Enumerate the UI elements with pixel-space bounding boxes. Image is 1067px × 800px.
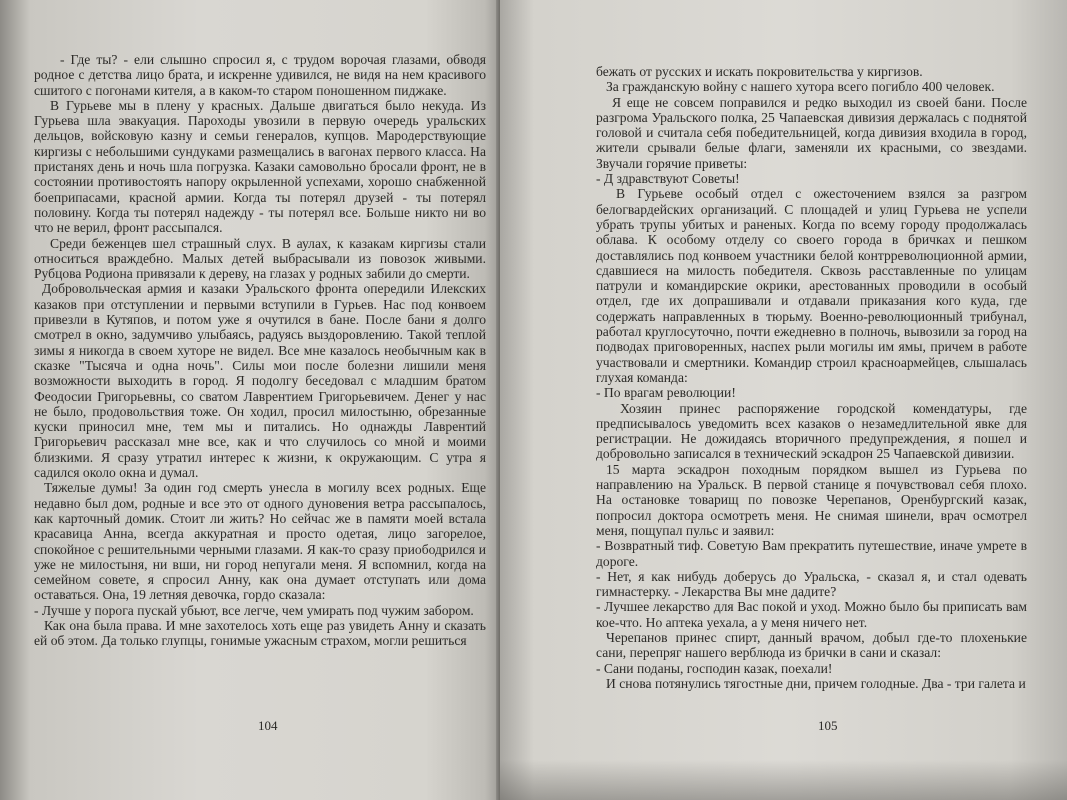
paragraph: бежать от русских и искать покровительства у киргизов. [596, 64, 923, 79]
paragraph: - Лучше у порога пускай убьют, все легче, чем умирать под чужим забором. [34, 602, 474, 618]
left-page [0, 0, 500, 800]
paragraph: Я еще не совсем поправился и редко выходил из своей бани. После разгрома Уральского полка, 25 Чапаевская дивизия держалась с поднятой головой и считала себя победительницей, когда дивизия входила в город, жители срывали белые флаги, заменяли их красными, со звездами. Звучали горячие приветы: [596, 94, 1027, 171]
paragraph: - Сани поданы, господин казак, поехали! [596, 660, 833, 676]
paragraph: Тяжелые думы! За один год смерть унесла в могилу всех родных. Еще недавно был дом, родные и все это от одного дуновения ветра рассыпалось, как карточный домик. Стоит ли жить? Но сейчас же в памяти моей встала красавица Анна, всегда аккуратная и просто одетая, лицо загорелое, спокойное с решительными черными глазами. Я как-то сразу приободрился и уже не милостыня, ни вши, ни город непугали меня. Я вспомнил, когда на семейном совете, я спросил Анну, как она думает отступать или дома оставаться. Она, 19 летняя девочка, гордо сказала: [34, 480, 486, 603]
page-number: 104 [258, 718, 278, 733]
paragraph: И снова потянулись тягостные дни, причем голодные. Два - три галета и [606, 675, 1026, 691]
paragraph: За гражданскую войну с нашего хутора всего погибло 400 человек. [606, 79, 995, 95]
paragraph: - Возвратный тиф. Советую Вам прекратить путешествие, иначе умрете в дороге. [596, 538, 1027, 569]
paragraph: - По врагам революции! [596, 385, 736, 401]
paragraph: - Нет, я как нибудь доберусь до Уральска, - сказал я, и стал одевать гимнастерку. - Лекарства Вы мне дадите? [596, 568, 1027, 600]
paragraph: Среди беженцев шел страшный слух. В аулах, к казакам киргизы стали относиться враждебно. Малых детей выбрасывали из повозок живыми. Рубцова Родиона привязали к дереву, на глазах у родных забили до смерти. [34, 235, 486, 282]
paragraph: 15 марта эскадрон походным порядком вышел из Гурьева по направлению на Уральск. В первой станице я почувствовал себя плохо. На остановке товарищ по повозке Черепанов, Оренбургский казак, попросил доктора осмотреть меня. Не снимая шинели, врач осмотрел меня, пощупал пульс и заявил: [596, 461, 1027, 538]
paragraph: В Гурьеве мы в плену у красных. Дальше двигаться было некуда. Из Гурьева шла эвакуация. Пароходы увозили в первую очередь уральских дельцов, войсковую казну и семьи генералов, купцов. Мародерствующие киргизы с небольшими сундуками размещались в вагонах первого класса. На пристанях день и ночь шла погрузка. Казаки самовольно бросали фронт, не в состоянии противостоять напору окрыленной успехами, хорошо снабженной боеприпасами, красной армии. Когда ты потерял друзей - ты потерял половину. Когда ты потерял надежду - ты потерял все. Больше никто ни во что не верил, фронт рассыпался. [34, 97, 486, 236]
paragraph: Хозяин принес распоряжение городской комендатуры, где предписывалось уведомить всех казаков о незамедлительной явке для регистрации. Не дожидаясь вторичного предупреждения, я пошел и добровольно записался в технический эскадрон 25 Чапаевской дивизии. [596, 400, 1027, 462]
paragraph: - Д здравствуют Советы! [596, 171, 740, 187]
paragraph: - Где ты? - ели слышно спросил я, с трудом ворочая глазами, обводя родное с детства лицо брата, и искренне удивился, не видя на нем красивого сшитого с погонами кителя, а в каком-то старом поношенном пиджаке. [34, 52, 486, 98]
page-shadow [500, 760, 1067, 800]
paragraph: Черепанов принес спирт, данный врачом, добыл где-то плохенькие сани, перепряг нашего верблюда из брички в сани и сказал: [596, 629, 1027, 661]
paragraph: Добровольческая армия и казаки Уральского фронта опередили Илекских казаков при отступлении и первыми вступили в Гурьев. Нас под конвоем привезли в Кутяпов, и потом уже я очутился в бане. После бани я долго смотрел в окно, задумчиво улыбаясь, радуясь выздоровлению. Такой теплой зимы я никогда в своем хуторе не видел. Все мне казалось необычным как в сказке "Тысяча и одна ночь". Силы мои после болезни лишили меня возможности выходить в город. Я подолгу беседовал с младшим братом Феодосии Григорьевны, со сватом Лаврентием Григорьевичем. Денег у нас не было, продовольствия тоже. Он ходил, просил милостыню, обрезанные куски приносил мне, тем мы и питались. Но однажды Лаврентий Григорьевич рассказал мне все, как и что случилось со мной и моими близкими. Я сразу утратил интерес к жизни, к окружающим. С утра я садился около окна и думал. [34, 281, 486, 481]
paragraph: В Гурьеве особый отдел с ожесточением взялся за разгром белогвардейских организаций. С площадей и улиц Гурьева не успели убрать трупы убитых и раненых. Когда по всему городу продолжалась облава. К особому отделу со своего города в бричках и пешком доставлялись под конвоем участники белой контрреволюционной армии, сдавшиеся на милость победителя. Сквозь расставленные по улицам патрули и командирские окрики, арестованных проводили в особый отдел, где их допрашивали и отдавали приказания кого куда, где содержать направленных в тюрьму. Военно-революционный трибунал, работал круглосуточно, почти ежедневно в полночь, вывозили за город на подводах приговоренных, наспех рыли могилы им ямы, причем в работе участвовали и смертники. Командир строил красноармейцев, слышалась глухая команда: [596, 186, 1027, 385]
paragraph: - Лучшее лекарство для Вас покой и уход. Можно было бы приписать вам кое-что. Но аптека уехала, а у меня ничего нет. [596, 599, 1027, 630]
right-page [500, 0, 1067, 800]
paragraph: Как она была права. И мне захотелось хоть еще раз увидеть Анну и сказать ей об этом. Да только глупцы, гонимые ужасным страхом, могли решиться [34, 617, 486, 649]
page-number: 105 [818, 718, 838, 733]
